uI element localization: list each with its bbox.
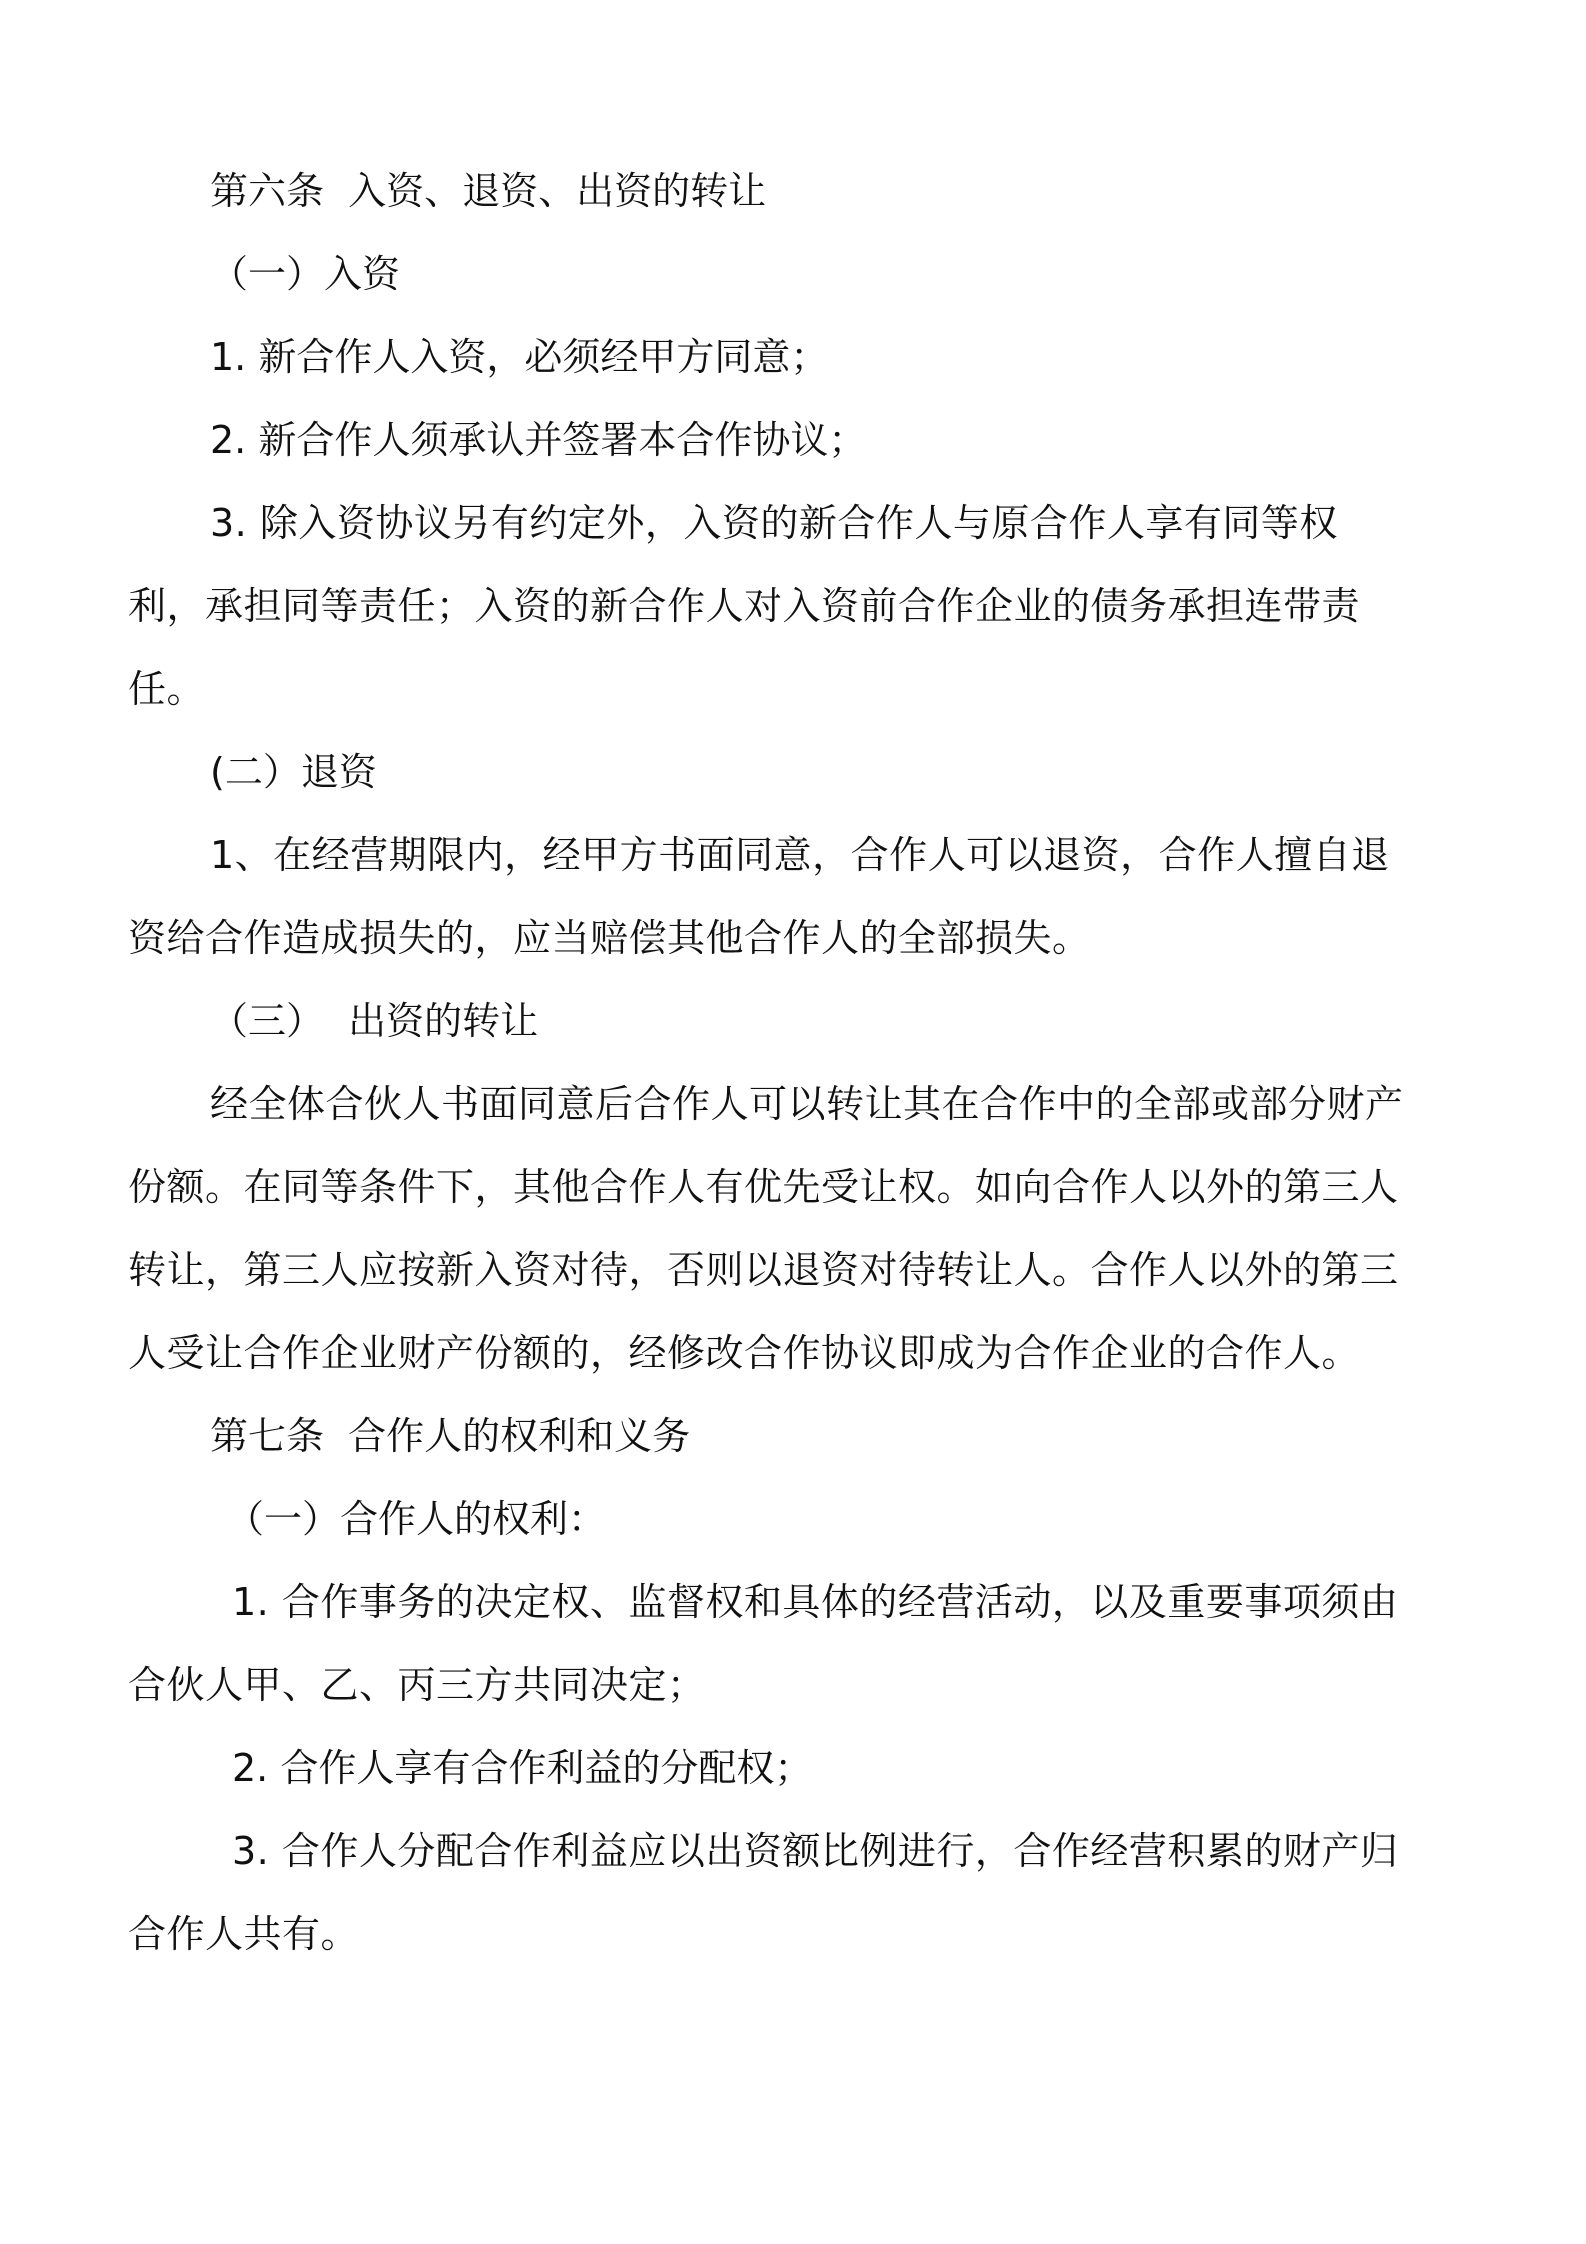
article-6-section-3-paragraph: 经全体合伙人书面同意后合作人可以转让其在合作中的全部或部分财产份额。在同等条件下，其他合作人有优先受让权。如向合作人以外的第三人转让，第三人应按新入资对待，否则以退资对待转让人。合作人以外的第三人受让合作企业财产份额的，经修改合作协议即成为合作企业的合作人。	[128, 1082, 1404, 1375]
article-7-section-1-item-1: 1. 合作事务的决定权、监督权和具体的经营活动，以及重要事项须由合伙人甲、乙、丙三方共同决定；	[128, 1580, 1399, 1707]
article-7-section-1-item-3: 3. 合作人分配合作利益应以出资额比例进行，合作经营积累的财产归合作人共有。	[128, 1829, 1399, 1956]
article-6-section-2-item-1: 1、在经营期限内，经甲方书面同意，合作人可以退资，合作人擅自退资给合作造成损失的，应当赔偿其他合作人的全部损失。	[128, 833, 1390, 960]
article-7-section-1-heading: （一）合作人的权利：	[226, 1497, 607, 1541]
article-6-section-1-item-1: 1. 新合作人入资，必须经甲方同意；	[210, 335, 829, 379]
article-6-heading: 第六条 入资、退资、出资的转让	[210, 169, 767, 213]
article-6-section-1-heading: （一）入资	[210, 252, 401, 296]
article-7-heading: 第七条 合作人的权利和义务	[210, 1414, 691, 1458]
document-body	[128, 150, 1413, 1976]
article-6-section-3-heading: （三） 出资的转让	[210, 999, 539, 1043]
article-7-section-1-item-2: 2. 合作人享有合作利益的分配权；	[232, 1746, 813, 1790]
article-6-section-1-item-3: 3. 除入资协议另有约定外，入资的新合作人与原合作人享有同等权利，承担同等责任；入资的新合作人对入资前合作企业的债务承担连带责任。	[128, 501, 1361, 711]
article-6-section-1-item-2: 2. 新合作人须承认并签署本合作协议；	[210, 418, 867, 462]
article-6-section-2-heading: (二）退资	[210, 750, 377, 794]
